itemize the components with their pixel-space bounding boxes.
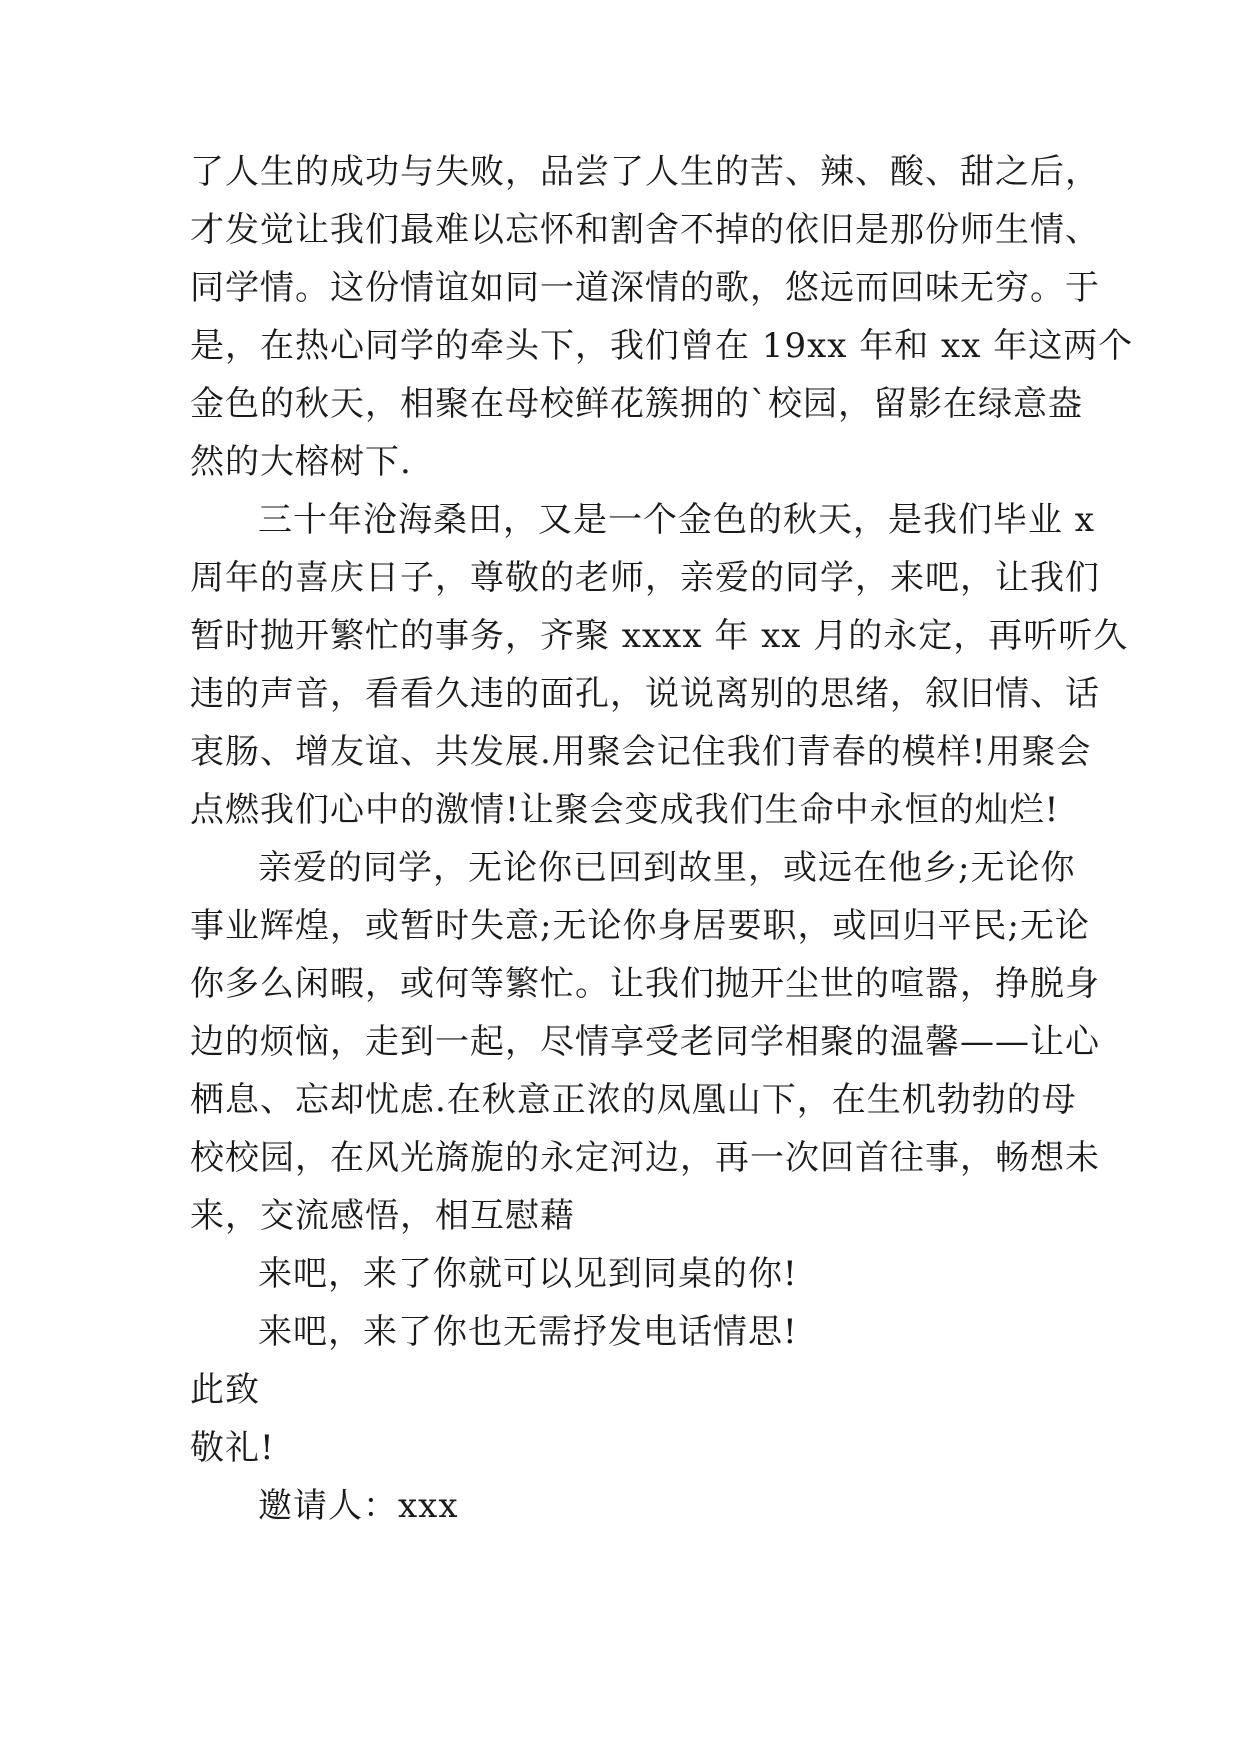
closing-line: 敬礼! <box>190 1428 275 1468</box>
paragraph-line: 周年的喜庆日子，尊敬的老师，亲爱的同学，来吧，让我们 <box>190 558 1100 598</box>
paragraph-line: 三十年沧海桑田，又是一个金色的秋天，是我们毕业 x <box>258 500 1095 540</box>
paragraph-line: 边的烦恼，走到一起，尽情享受老同学相聚的温馨——让心 <box>190 1022 1100 1062</box>
paragraph-line: 金色的秋天，相聚在母校鲜花簇拥的`校园，留影在绿意盎 <box>190 384 1083 424</box>
paragraph-line: 校校园，在风光旖旎的永定河边，再一次回首往事，畅想未 <box>190 1138 1100 1178</box>
paragraph-line: 然的大榕树下. <box>190 442 412 482</box>
paragraph-line: 来吧，来了你也无需抒发电话情思! <box>258 1312 798 1352</box>
paragraph-line: 才发觉让我们最难以忘怀和割舍不掉的依旧是那份师生情、 <box>190 210 1100 250</box>
paragraph-line: 违的声音，看看久违的面孔，说说离别的思绪，叙旧情、话 <box>190 674 1100 714</box>
paragraph-line: 你多么闲暇，或何等繁忙。让我们抛开尘世的喧嚣，挣脱身 <box>190 964 1100 1004</box>
paragraph-line: 了人生的成功与失败，品尝了人生的苦、辣、酸、甜之后， <box>190 152 1100 192</box>
paragraph-line: 点燃我们心中的激情!让聚会变成我们生命中永恒的灿烂! <box>190 790 1060 830</box>
signature-line: 邀请人：xxx <box>258 1486 459 1526</box>
paragraph-line: 同学情。这份情谊如同一道深情的歌，悠远而回味无穷。于 <box>190 268 1100 308</box>
closing-line: 此致 <box>190 1370 260 1410</box>
paragraph-line: 来，交流感悟，相互慰藉 <box>190 1196 575 1236</box>
paragraph-line: 亲爱的同学，无论你已回到故里，或远在他乡;无论你 <box>258 848 1076 888</box>
paragraph-line: 栖息、忘却忧虑.在秋意正浓的凤凰山下，在生机勃勃的母 <box>190 1080 1077 1120</box>
paragraph-line: 衷肠、增友谊、共发展.用聚会记住我们青春的模样!用聚会 <box>190 732 1092 772</box>
paragraph-line: 事业辉煌，或暂时失意;无论你身居要职，或回归平民;无论 <box>190 906 1090 946</box>
paragraph-line: 暂时抛开繁忙的事务，齐聚 xxxx 年 xx 月的永定，再听听久 <box>190 616 1129 656</box>
paragraph-line: 是，在热心同学的牵头下，我们曾在 19xx 年和 xx 年这两个 <box>190 326 1134 366</box>
paragraph-line: 来吧，来了你就可以见到同桌的你! <box>258 1254 798 1294</box>
